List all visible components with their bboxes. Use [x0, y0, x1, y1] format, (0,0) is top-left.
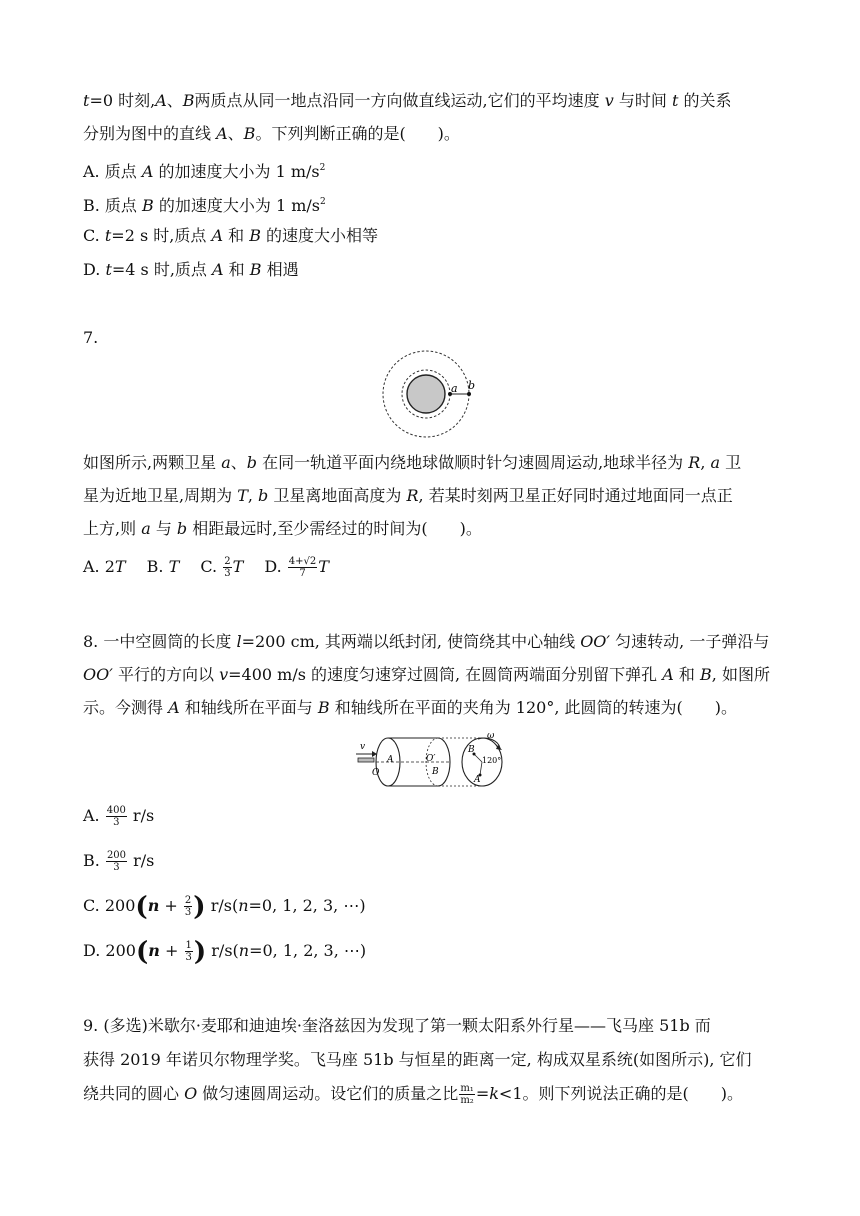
q7-option-b: B. T — [146, 557, 180, 576]
q8-option-a: A. $\frac{400}{3}$ r/s — [83, 805, 155, 828]
q8-stem-line2: OO′ 平行的方向以 v=400 m/s 的速度匀速穿过圆筒, 在圆筒两端面分别留下弹孔 A 和 B, 如图所 — [83, 665, 770, 684]
q6-stem-line2: 分别为图中的直线 A、B。下列判断正确的是( )。 — [83, 124, 460, 143]
q7-stem-line3: 上方,则 a 与 b 相距最远时,至少需经过的时间为( )。 — [83, 519, 482, 538]
svg-text:B: B — [432, 767, 439, 777]
svg-text:A: A — [387, 755, 394, 765]
q8-stem-line3: 示。今测得 A 和轴线所在平面与 B 和轴线所在平面的夹角为 120°, 此圆筒的转速为( )。 — [83, 698, 737, 717]
bullet — [358, 758, 374, 762]
q6-stem-line1: t=0 时刻,A、B两质点从同一地点沿同一方向做直线运动,它们的平均速度 v 与时间 t 的关系 — [83, 91, 732, 110]
svg-text:B: B — [468, 745, 475, 755]
q7-option-d: D. $\frac{4+√2}{7}$ T — [264, 556, 329, 579]
q8-stem-line1: 8. 一中空圆筒的长度 l=200 cm, 其两端以纸封闭, 使筒绕其中心轴线 OO′ 匀速转动, 一子弹沿与 — [83, 632, 770, 651]
q9-stem-line3: 绕共同的圆心 O 做匀速圆周运动。设它们的质量之比 $\frac{\text{m₁}}{\text{m₂}}$ =k<1。则下列说法正确的是( )。 — [83, 1083, 743, 1106]
earth — [407, 375, 445, 413]
q8-cylinder-figure — [350, 732, 512, 792]
q7-number: 7. — [83, 328, 99, 347]
svg-text:ω: ω — [487, 732, 495, 741]
q9-stem-line1: 9. (多选)米歇尔·麦耶和迪迪埃·奎洛兹因为发现了第一颗太阳系外行星——飞马座 51b 而 — [83, 1016, 711, 1035]
q7-options — [83, 556, 329, 579]
svg-text:A: A — [474, 775, 481, 785]
q7-option-c: C. $\frac{2}{3}$ T — [200, 556, 244, 579]
svg-text:O′: O′ — [426, 754, 436, 764]
q7-stem-line1: 如图所示,两颗卫星 a、b 在同一轨道平面内绕地球做顺时针匀速圆周运动,地球半径为 R, a 卫 — [83, 453, 742, 472]
label-a: a — [451, 382, 458, 395]
q7-stem-line2: 星为近地卫星,周期为 T, b 卫星离地面高度为 R, 若某时刻两卫星正好同时通过地面同一点正 — [83, 486, 733, 505]
satellite-b — [467, 392, 471, 396]
q8-option-c: C. 200(n + $\frac{2}{3}$ ) r/s(n=0, 1, 2, 3, ⋯) — [83, 892, 366, 922]
q6-option-c: C. t=2 s 时,质点 A 和 B 的速度大小相等 — [83, 226, 379, 245]
svg-text:v: v — [360, 742, 366, 752]
q9-stem-line2: 获得 2019 年诺贝尔物理学奖。飞马座 51b 与恒星的距离一定, 构成双星系统(如图所示), 它们 — [83, 1050, 752, 1069]
svg-text:O: O — [372, 768, 380, 778]
q8-option-b: B. $\frac{200}{3}$ r/s — [83, 850, 155, 873]
q6-option-a: A. 质点 A 的加速度大小为 1 $m/s^2$ — [83, 162, 326, 181]
svg-text:120°: 120° — [482, 756, 502, 765]
q7-option-a: A. 2T — [83, 557, 126, 576]
q8-option-d: D. 200(n + $\frac{1}{3}$ ) r/s(n=0, 1, 2, 3, ⋯) — [83, 937, 367, 967]
q6-option-d: D. t=4 s 时,质点 A 和 B 相遇 — [83, 260, 299, 279]
q6-option-b: B. 质点 B 的加速度大小为 1 $m/s^2$ — [83, 196, 326, 215]
label-b: b — [468, 379, 476, 392]
q7-orbit-figure — [380, 348, 480, 440]
